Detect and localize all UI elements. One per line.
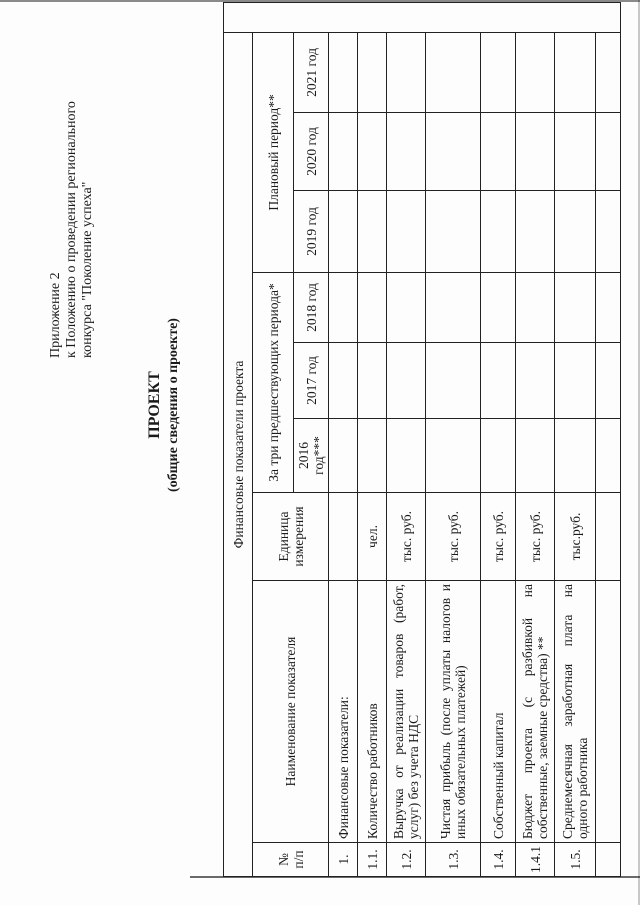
row-unit: тыс. руб. bbox=[516, 493, 555, 581]
value-cell bbox=[596, 419, 621, 493]
document-title: ПРОЕКТ bbox=[146, 371, 163, 439]
table-row bbox=[481, 2, 516, 876]
table-row bbox=[516, 2, 555, 876]
value-cell bbox=[329, 32, 358, 112]
header-year-2019: 2019 год bbox=[294, 191, 329, 273]
table-row bbox=[555, 2, 596, 876]
row-name: Бюджет проекта (с разбивкой на собственные, заемные средства) ** bbox=[516, 581, 555, 843]
header-name: Наименование показателя bbox=[253, 581, 329, 843]
value-cell bbox=[358, 419, 387, 493]
right-margin-column bbox=[224, 2, 621, 32]
value-cell bbox=[387, 191, 426, 273]
row-num: 1. bbox=[329, 843, 358, 877]
value-cell bbox=[555, 343, 596, 419]
header-num: № п/п bbox=[253, 843, 329, 877]
appendix-line-3: конкурса "Поколение успеха" bbox=[80, 181, 95, 358]
value-cell bbox=[329, 419, 358, 493]
row-name: Выручка от реализации товаров (работ, услуг) без учета НДС bbox=[387, 581, 426, 843]
appendix-note bbox=[48, 68, 96, 358]
header-plan-period: Плановый период** bbox=[253, 32, 294, 272]
document-heading bbox=[145, 235, 182, 575]
header-year-2016: 2016 год*** bbox=[294, 419, 329, 493]
header-unit: Единица измерения bbox=[253, 493, 329, 581]
value-cell bbox=[426, 32, 481, 112]
appendix-line-1: Приложение 2 bbox=[48, 272, 63, 358]
value-cell bbox=[516, 343, 555, 419]
value-cell bbox=[596, 32, 621, 112]
value-cell bbox=[426, 419, 481, 493]
appendix-line-2: к Положению о проведении регионального bbox=[64, 101, 79, 358]
value-cell bbox=[555, 273, 596, 343]
table-row-empty bbox=[596, 2, 621, 876]
value-cell bbox=[555, 113, 596, 191]
row-num: 1.3. bbox=[426, 843, 481, 877]
table-row bbox=[329, 2, 358, 876]
header-year-2021: 2021 год bbox=[294, 32, 329, 112]
row-unit: тыс. руб. bbox=[387, 493, 426, 581]
value-cell bbox=[426, 273, 481, 343]
value-cell bbox=[387, 113, 426, 191]
value-cell bbox=[426, 343, 481, 419]
value-cell bbox=[358, 273, 387, 343]
value-cell bbox=[516, 419, 555, 493]
value-cell bbox=[555, 191, 596, 273]
value-cell bbox=[481, 273, 516, 343]
value-cell bbox=[387, 419, 426, 493]
value-cell bbox=[426, 191, 481, 273]
header-prev-period: За три предшествующих периода* bbox=[253, 273, 294, 493]
value-cell bbox=[481, 343, 516, 419]
row-num: 1.5. bbox=[555, 843, 596, 877]
row-unit: тыс. руб. bbox=[481, 493, 516, 581]
value-cell bbox=[481, 419, 516, 493]
header-year-2020: 2020 год bbox=[294, 113, 329, 191]
value-cell bbox=[596, 843, 621, 877]
table-title: Финансовые показатели проекта bbox=[224, 32, 253, 876]
value-cell bbox=[516, 113, 555, 191]
row-name: Финансовые показатели: bbox=[329, 581, 358, 843]
table-row bbox=[358, 2, 387, 876]
row-name: Собственный капитал bbox=[481, 581, 516, 843]
value-cell bbox=[329, 191, 358, 273]
row-num: 1.2. bbox=[387, 843, 426, 877]
value-cell bbox=[481, 32, 516, 112]
row-num: 1.4.1 bbox=[516, 843, 555, 877]
value-cell bbox=[329, 273, 358, 343]
value-cell bbox=[387, 32, 426, 112]
financial-indicators-table bbox=[223, 2, 621, 877]
value-cell bbox=[481, 113, 516, 191]
value-cell bbox=[481, 191, 516, 273]
value-cell bbox=[596, 273, 621, 343]
row-unit: тыс.руб. bbox=[555, 493, 596, 581]
row-name: Количество работников bbox=[358, 581, 387, 843]
value-cell bbox=[555, 419, 596, 493]
row-name: Чистая прибыль (после уплаты налогов и иных обязательных платежей) bbox=[426, 581, 481, 843]
value-cell bbox=[387, 343, 426, 419]
row-unit: тыс. руб. bbox=[426, 493, 481, 581]
table-row bbox=[426, 2, 481, 876]
value-cell bbox=[387, 273, 426, 343]
row-unit: чел. bbox=[358, 493, 387, 581]
value-cell bbox=[426, 113, 481, 191]
header-year-2018: 2018 год bbox=[294, 273, 329, 343]
value-cell bbox=[596, 113, 621, 191]
value-cell bbox=[555, 32, 596, 112]
value-cell bbox=[596, 191, 621, 273]
value-cell bbox=[358, 343, 387, 419]
value-cell bbox=[596, 493, 621, 581]
value-cell bbox=[358, 191, 387, 273]
value-cell bbox=[596, 343, 621, 419]
row-num: 1.4. bbox=[481, 843, 516, 877]
row-name: Среднемесячная заработная плата на одного работника bbox=[555, 581, 596, 843]
row-unit bbox=[329, 493, 358, 581]
value-cell bbox=[596, 581, 621, 843]
document-subtitle: (общие сведения о проекте) bbox=[166, 318, 181, 492]
row-num: 1.1. bbox=[358, 843, 387, 877]
value-cell bbox=[358, 113, 387, 191]
value-cell bbox=[516, 273, 555, 343]
header-year-2017: 2017 год bbox=[294, 343, 329, 419]
value-cell bbox=[516, 32, 555, 112]
value-cell bbox=[329, 343, 358, 419]
table-row bbox=[387, 2, 426, 876]
value-cell bbox=[358, 32, 387, 112]
value-cell bbox=[516, 191, 555, 273]
value-cell bbox=[329, 113, 358, 191]
